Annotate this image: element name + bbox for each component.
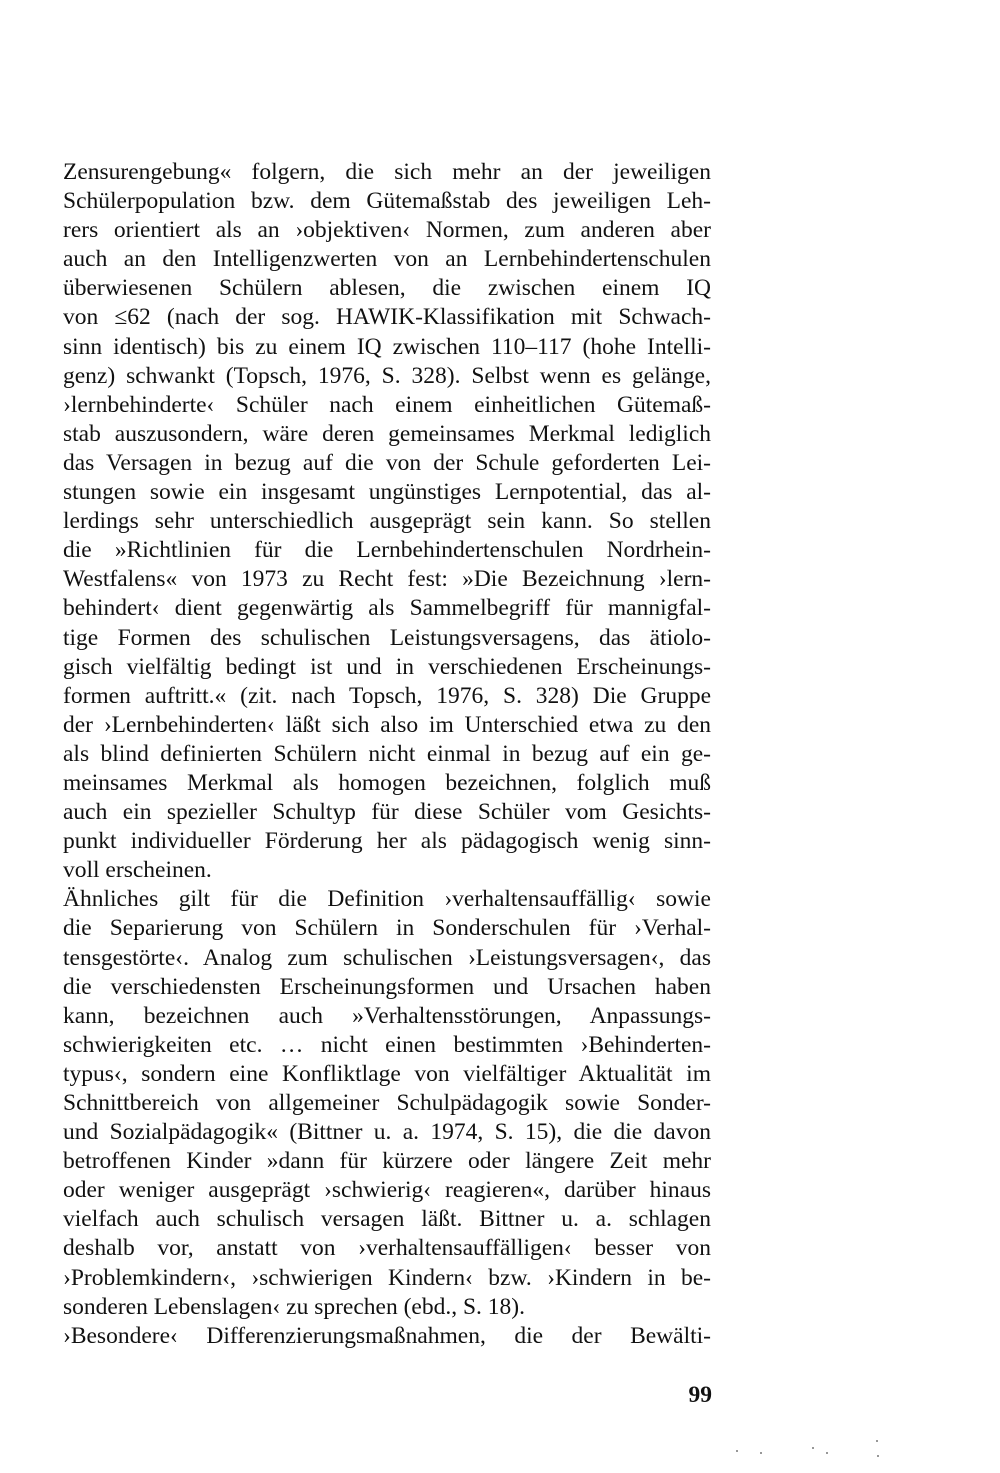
text-line: Westfalens« von 1973 zu Recht fest: »Die Bezeichnung ›lern- [63,566,711,593]
text-line: auch an den Intelligenzwerten von an Lernbehindertenschulen [63,246,711,273]
text-line: ›Besondere‹ Differenzierungsmaßnahmen, die der Bewälti- [63,1322,711,1349]
text-line: Schnittbereich von allgemeiner Schulpädagogik sowie Sonder- [63,1090,711,1116]
text-line: lerdings sehr unterschiedlich ausgeprägt sein kann. So stellen [63,508,711,535]
text-line: formen auftritt.« (zit. nach Topsch, 1976, S. 328) Die Gruppe [63,682,711,709]
text-line: das Versagen in bezug auf die von der Schule geforderten Lei- [63,449,711,476]
text-line: tige Formen des schulischen Leistungsversagens, das ätiolo- [63,624,711,651]
text-line: genz) schwankt (Topsch, 1976, S. 328). Selbst wenn es gelänge, [63,362,711,389]
text-line: rers orientiert als an ›objektiven‹ Normen, zum anderen aber [63,217,711,244]
text-line: Zensurengebung« folgern, die sich mehr an der jeweiligen [63,159,711,185]
text-line: voll erscheinen. [63,857,212,884]
text-line: auch ein spezieller Schultyp für diese Schüler vom Gesichts- [63,799,711,826]
text-line: oder weniger ausgeprägt ›schwierig‹ reagieren«, darüber hinaus [63,1177,711,1204]
text-line: und Sozialpädagogik« (Bittner u. a. 1974, S. 15), die die davon [63,1119,711,1146]
scan-speck [876,1440,878,1442]
page-number: 99 [688,1382,712,1408]
text-line: kann, bezeichnen auch »Verhaltensstörungen, Anpassungs- [63,1002,711,1029]
text-line: vielfach auch schulisch versagen läßt. Bittner u. a. schlagen [63,1206,711,1233]
text-line: überwiesenen Schülern ablesen, die zwischen einem IQ [63,275,711,302]
text-line: ›Problemkindern‹, ›schwierigen Kindern‹ bzw. ›Kindern in be- [63,1264,711,1291]
scan-speck [760,1452,762,1454]
text-line: sonderen Lebenslagen‹ zu sprechen (ebd., S. 18). [63,1293,526,1320]
text-line: stab auszusondern, wäre deren gemeinsames Merkmal lediglich [63,420,711,447]
text-line: die »Richtlinien für die Lernbehindertenschulen Nordrhein- [63,537,711,564]
text-line: betroffenen Kinder »dann für kürzere oder längere Zeit mehr [63,1148,711,1175]
text-line: Ähnliches gilt für die Definition ›verhaltensauffällig‹ sowie [63,886,711,913]
text-line: behindert‹ dient gegenwärtig als Sammelbegriff für mannigfal- [63,595,711,622]
text-line: stungen sowie ein insgesamt ungünstiges Lernpotential, das al- [63,479,711,506]
text-line: der ›Lernbehinderten‹ läßt sich also im Unterschied etwa zu den [63,711,711,738]
body-text [63,158,711,1351]
text-line: die verschiedensten Erscheinungsformen und Ursachen haben [63,973,711,1000]
text-line: die Separierung von Schülern in Sonderschulen für ›Verhal- [63,915,711,942]
scan-speck [877,1455,879,1457]
text-line: tensgestörte‹. Analog zum schulischen ›Leistungsversagen‹, das [63,944,711,971]
text-line: typus‹, sondern eine Konfliktlage von vielfältiger Aktualität im [63,1060,711,1087]
text-line: ›lernbehinderte‹ Schüler nach einem einheitlichen Gütemaß- [63,391,711,418]
text-line: Schülerpopulation bzw. dem Gütemaßstab des jeweiligen Leh- [63,188,711,215]
scan-speck [736,1450,738,1452]
text-line: deshalb vor, anstatt von ›verhaltensauffälligen‹ besser von [63,1235,711,1262]
text-line: von ≤62 (nach der sog. HAWIK-Klassifikation mit Schwach- [63,304,711,331]
text-line: als blind definierten Schülern nicht einmal in bezug auf ein ge- [63,740,711,767]
text-line: gisch vielfältig bedingt ist und in verschiedenen Erscheinungs- [63,653,711,680]
text-line: sinn identisch) bis zu einem IQ zwischen 110–117 (hohe Intelli- [63,333,711,360]
text-line: punkt individueller Förderung her als pädagogisch wenig sinn- [63,828,711,855]
scan-speck [826,1452,828,1454]
text-line: schwierigkeiten etc. … nicht einen bestimmten ›Behinderten- [63,1031,711,1058]
scan-speck [812,1447,814,1449]
text-line: meinsames Merkmal als homogen bezeichnen, folglich muß [63,769,711,796]
